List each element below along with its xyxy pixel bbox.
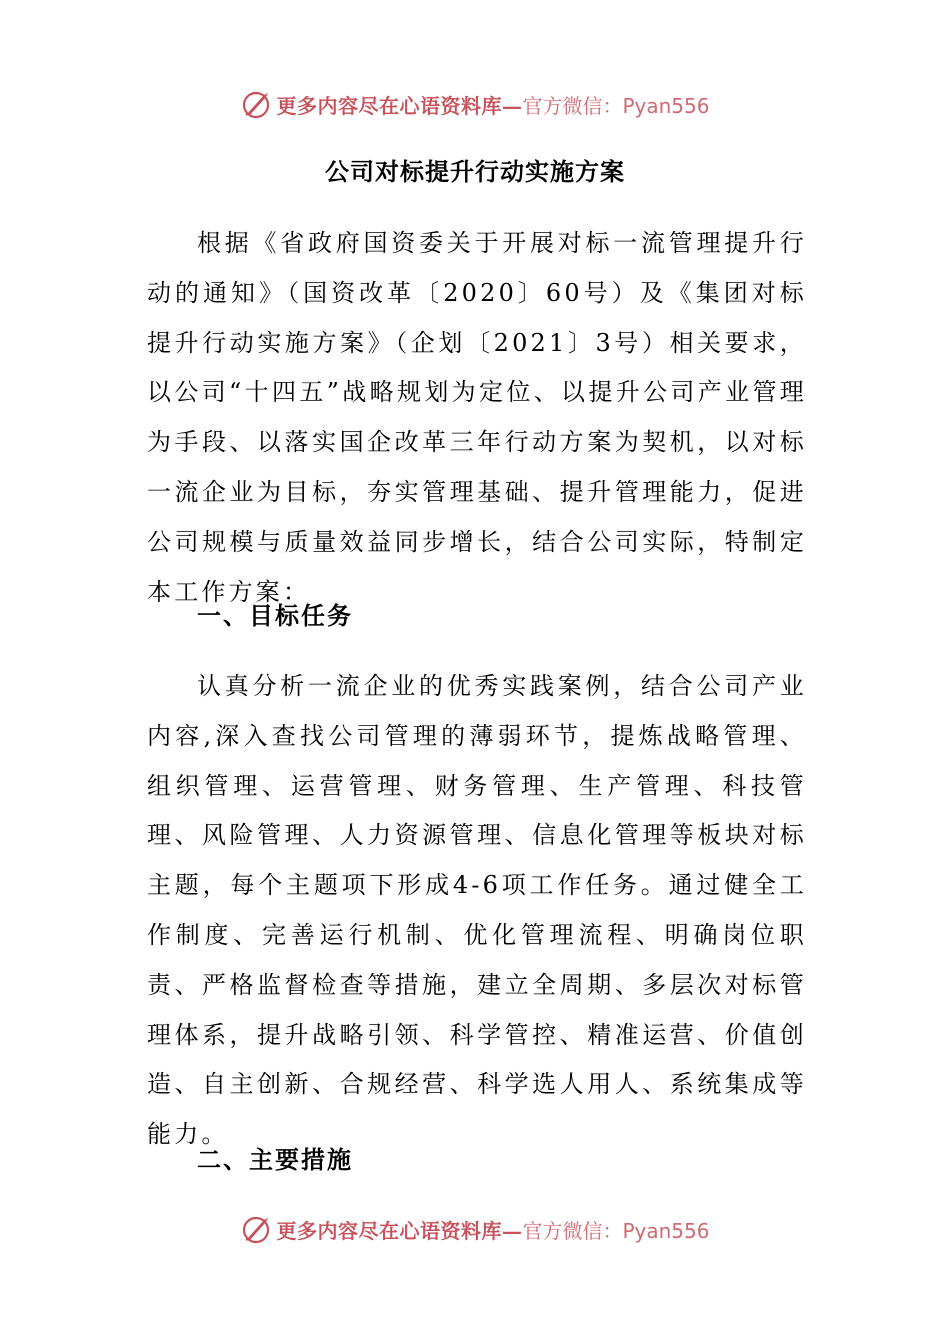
banner-main-text: 更多内容尽在心语资料库— — [276, 93, 523, 118]
section-heading-measures: 二、主要措施 — [197, 1146, 353, 1174]
quill-pen-logo-icon — [240, 87, 274, 121]
banner-main-text: 更多内容尽在心语资料库— — [276, 1218, 523, 1243]
intro-paragraph: 根据《省政府国资委关于开展对标一流管理提升行动的通知》（国资改革〔2020〕60号）及《集团对标提升行动实施方案》（企划〔2021〕3号）相关要求，以公司“十四五”战略规划为定位、以提升公司产业管理为手段、以落实国企改革三年行动方案为契机，以对标一流企业为目标，夯实管理基础、提升管理能力，促进公司规模与质量效益同步增长，结合公司实际，特制定本工作方案： — [147, 229, 807, 606]
banner-sub-text: 官方微信：Pyan556 — [522, 93, 710, 118]
banner-sub-text: 官方微信：Pyan556 — [522, 1218, 710, 1243]
header-watermark-banner — [0, 84, 950, 124]
footer-watermark-banner — [0, 1209, 950, 1249]
section-heading-goals: 一、目标任务 — [197, 602, 353, 630]
quill-pen-logo-icon — [240, 1212, 274, 1246]
goals-paragraph: 认真分析一流企业的优秀实践案例，结合公司产业内容,深入查找公司管理的薄弱环节，提炼战略管理、组织管理、运营管理、财务管理、生产管理、科技管理、风险管理、人力资源管理、信息化管理等板块对标主题，每个主题项下形成4-6项工作任务。通过健全工作制度、完善运行机制、优化管理流程、明确岗位职责、严格监督检查等措施，建立全周期、多层次对标管理体系，提升战略引领、科学管控、精准运营、价值创造、自主创新、合规经营、科学选人用人、系统集成等能力。 — [147, 672, 807, 1149]
document-title: 公司对标提升行动实施方案 — [325, 158, 625, 186]
